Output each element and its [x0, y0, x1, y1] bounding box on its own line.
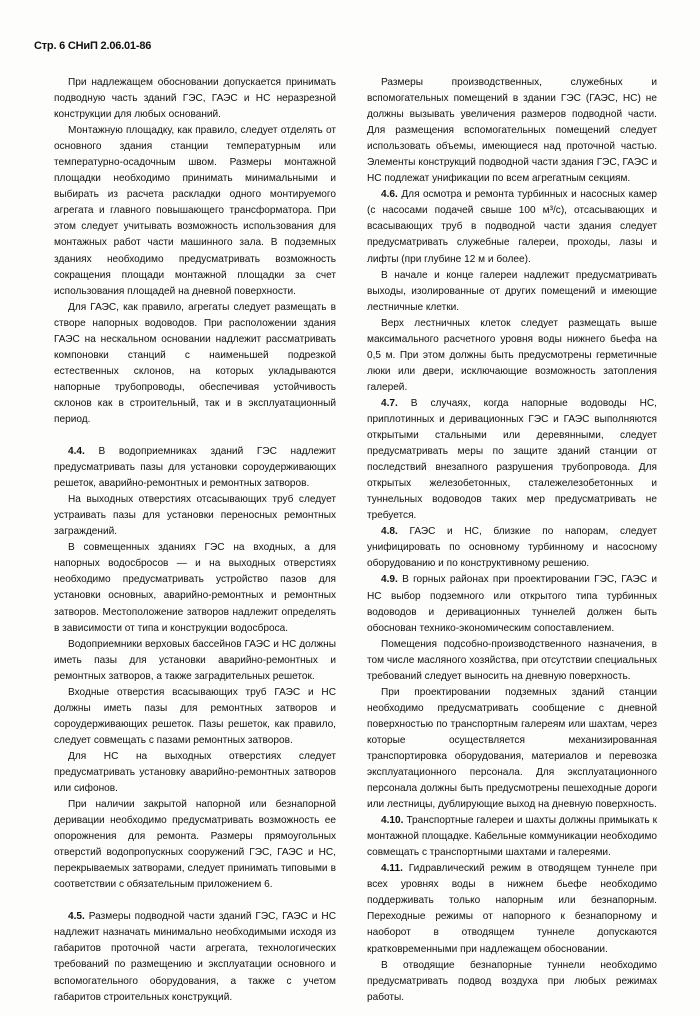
paragraph-text: Для осмотра и ремонта турбинных и насосных камер (с насосами подачей свыше 100 м³/с), отсасывающих и всасывающих труб в подводной части здания следует предусматривать служебные галереи, проходы, лазы и лифты (при глубине 12 м и более).	[367, 189, 657, 265]
paragraph	[367, 396, 657, 524]
paragraph-text: Размеры подводной части зданий ГЭС, ГАЭС и НС надлежит назначать минимально необходимыми исходя из габаритов проточной части агрегата, технологических требований по размещению и эксплуатации основного и вспомогательного оборудования, а также с учетом габаритов строительных конструкций.	[54, 911, 337, 1003]
left-column	[54, 75, 336, 1006]
paragraph	[54, 492, 336, 540]
clause-number: 4.8.	[381, 526, 398, 538]
paragraph-text: Гидравлический режим в отводящем туннеле при всех уровнях воды в нижнем бьефе необходимо поддерживать только напорным или безнапорным. Переходные режимы от напорного к безнапорному и наоборот в отводящем туннеле допускаются кратковременными при надлежащем обосновании.	[367, 863, 657, 955]
clause-number: 4.5.	[68, 911, 85, 923]
paragraph	[54, 300, 336, 428]
paragraph-text: Размеры производственных, служебных и вспомогательных помещений в здании ГЭС (ГАЭС, НС) не должны вызывать увеличения размеров подводной части. Для размещения вспомогательных помещений следует использовать объемы, имеющиеся над проточной частью. Элементы конструкций подводной части здания ГЭС, ГАЭС и НС подлежат унификации по всем агрегатным секциям.	[367, 77, 657, 185]
clause-number: 4.10.	[381, 815, 404, 827]
paragraph	[367, 572, 657, 636]
right-column	[367, 75, 657, 1006]
paragraph-text: Для ГАЭС, как правило, агрегаты следует размещать в створе напорных водоводов. При расположении здания ГАЭС на нескальном основании надлежит рассматривать компоновки станций с наименьшей подрезкой естественных склонов, на которых укладываются напорные трубопроводы, обеспечивая устойчивость склонов как в строительный, так и в эксплуатационный период.	[54, 301, 336, 425]
paragraph-text: В совмещенных зданиях ГЭС на входных, а для напорных водосбросов — и на выходных отверстиях необходимо предусматривать устройство пазов для установки основных, аварийно-ремонтных и ремонтных затворов. Местоположение затворов надлежит определять в зависимости от типа и конструкции водосброса.	[54, 542, 336, 634]
paragraph-text: В начале и конце галереи надлежит предусматривать выходы, изолированные от других помещений и имеющие лестничные клетки.	[367, 269, 657, 313]
paragraph-text: В случаях, когда напорные водоводы НС, приплотинных и деривационных ГЭС и ГАЭС выполняются открытыми стальными или деревянными, следует предусматривать меры по защите зданий станции от последствий внезапного разрушения трубопровода. Для открытых железобетонных, сталежелезобетонных и туннельных водоводов таких мер предусматривать не требуется.	[367, 397, 657, 522]
paragraph	[54, 749, 336, 797]
paragraph-text: Входные отверстия всасывающих труб ГАЭС и НС должны иметь пазы для ремонтных затворов и сороудерживающих решеток. Пазы решеток, как правило, следует совмещать с пазами ремонтных затворов.	[54, 686, 336, 746]
paragraph	[54, 637, 336, 685]
paragraph	[367, 637, 657, 685]
paragraph	[367, 316, 657, 396]
paragraph-text: При проектировании подземных зданий станции необходимо предусматривать сообщение с дневной поверхностью по транспортным галереям или шахтам, через которые осуществляется механизированная транспортировка оборудования, материалов и перевозка эксплуатационного персонала. Для эксплуатационного персонала должны быть предусмотрены пешеходные дороги или лестницы, дублирующие выход на дневную поверхность.	[367, 686, 657, 811]
paragraph	[367, 685, 657, 813]
paragraph	[367, 268, 657, 316]
paragraph-text: ГАЭС и НС, близкие по напорам, следует унифицировать по основному турбинному и насосному оборудованию и по конструктивному решению.	[367, 526, 657, 570]
paragraph	[54, 444, 336, 492]
paragraph	[54, 540, 336, 636]
paragraph-text: Водоприемники верховых бассейнов ГАЭС и НС должны иметь пазы для установки аварийно-ремонтных и ремонтных затворов, а также заградительных решеток.	[54, 638, 336, 682]
paragraph-text: Транспортные галереи и шахты должны примыкать к монтажной площадке. Кабельные коммуникации необходимо совмещать с транспортными шахтами и галереями.	[367, 815, 657, 859]
clause-number: 4.7.	[381, 397, 398, 409]
paragraph-text: При надлежащем обосновании допускается принимать подводную часть зданий ГЭС, ГАЭС и НС неразрезной конструкции для любых оснований.	[54, 77, 336, 121]
paragraph-text: При наличии закрытой напорной или безнапорной деривации необходимо предусматривать возможность ее опорожнения для ремонта. Размеры прямоугольных отверстий водопропускных сооружений ГЭС, ГАЭС и НС, перекрываемых затворами, следует принимать типовыми в соответствии с обязательным приложением 6.	[54, 799, 336, 891]
page-header: Стр. 6 СНиП 2.06.01-86	[34, 40, 152, 52]
clause-number: 4.9.	[381, 574, 398, 586]
paragraph-text: Для НС на выходных отверстиях следует предусматривать установку аварийно-ремонтных затворов или сифонов.	[54, 750, 336, 795]
paragraph	[54, 123, 336, 300]
paragraph	[367, 958, 657, 1006]
paragraph	[54, 909, 336, 1005]
paragraph	[54, 797, 336, 893]
clause-number: 4.6.	[381, 189, 398, 201]
paragraph	[367, 75, 657, 187]
clause-number: 4.11.	[381, 863, 403, 875]
paragraph	[54, 75, 336, 123]
paragraph-text: В отводящие безнапорные туннели необходимо предусматривать подвод воздуха при любых режимах работы.	[367, 959, 657, 1003]
paragraph	[367, 524, 657, 572]
paragraph-text: На выходных отверстиях отсасывающих труб следует устраивать пазы для установки переносных ремонтных заграждений.	[54, 494, 336, 538]
paragraph-text: Монтажную площадку, как правило, следует отделять от основного здания станции температурным или температурно-осадочным швом. Размеры монтажной площадки необходимо принимать минимальными и выбирать из расчета раскладки одного монтируемого агрегата и главного повышающего трансформатора. При этом следует учитывать возможность использования для монтажных работ части машинного зала. В подземных зданиях необходимо предусматривать возможность сокращения площади монтажной площадки за счет использования площадей на дневной поверхности.	[54, 125, 336, 297]
paragraph	[367, 187, 657, 267]
paragraph	[367, 861, 657, 957]
paragraph-text: Верх лестничных клеток следует размещать выше максимального расчетного уровня воды нижнего бьефа на 0,5 м. При этом должны быть предусмотрены герметичные люки или двери, исключающие возможность затопления галерей.	[367, 317, 657, 393]
paragraph-text: Помещения подсобно-производственного назначения, в том числе масляного хозяйства, при отсутствии специальных требований следует выносить на дневную поверхность.	[367, 638, 657, 682]
paragraph-text: В горных районах при проектировании ГЭС, ГАЭС и НС выбор подземного или открытого типа турбинных водоводов и деривационных туннелей должен быть обоснован технико-экономическим сопоставлением.	[367, 574, 657, 634]
paragraph	[54, 685, 336, 749]
paragraph-text: В водоприемниках зданий ГЭС надлежит предусматривать пазы для установки сороудерживающих решеток, аварийно-ремонтных и ремонтных затворов.	[54, 446, 336, 490]
paragraph	[367, 813, 657, 861]
clause-number: 4.4.	[68, 446, 85, 458]
